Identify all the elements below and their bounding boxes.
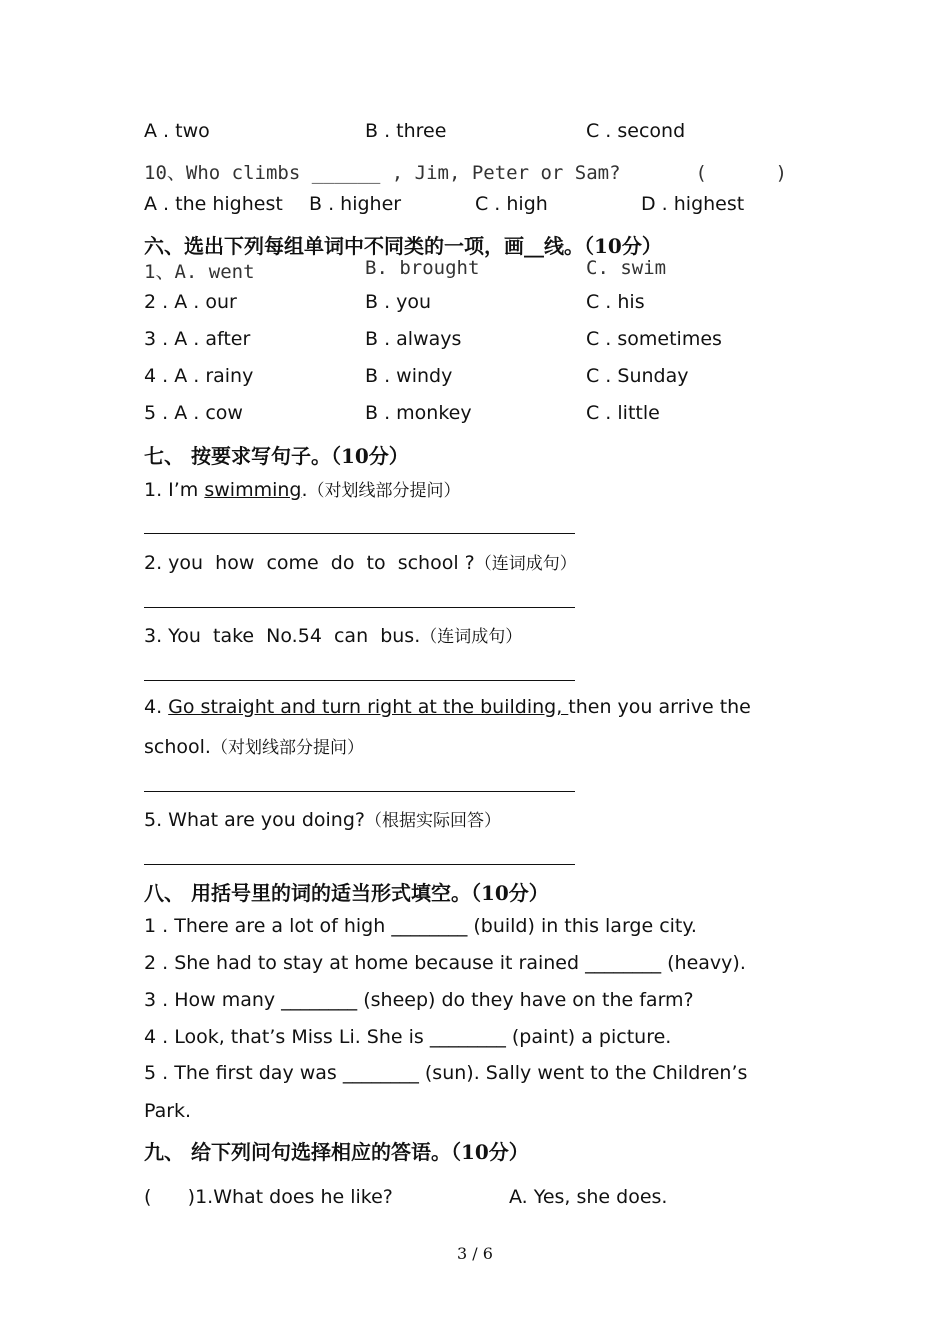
s7-q5 [144,806,501,831]
s7-q4-suffix: then you arrive the [568,696,751,718]
q9-option-c: C . second [586,120,686,142]
s6-row2-c: C . his [586,291,645,313]
s7-q4-underlined: Go straight and turn right at the building, [168,696,569,718]
s8-item-5: 5 . The first day was ________ (sun). Sally went to the Children’s [144,1062,748,1084]
s6-row1-b: B. brought [365,257,480,279]
s7-q4-note: （对划线部分提问） [210,738,364,758]
s6-row5-a: 5 . A . cow [144,402,243,424]
s7-q1-underlined: swimming [204,479,302,501]
s7-q5-text: 5. What are you doing? [144,809,365,831]
s6-row5-c: C . little [586,402,660,424]
q10-options [144,193,744,215]
s7-q3-note: （连词成句） [420,627,523,647]
q10-stem: 10、Who climbs ______ , Jim, Peter or Sam? [144,162,621,184]
s7-q2-note: （连词成句） [474,554,577,574]
s9-q1-option-a: A. Yes, she does. [509,1186,668,1208]
s7-q3-answer-line[interactable] [144,680,575,681]
s6-row1-a: 1、A. went [144,261,255,283]
s7-q1-prefix: 1. I’m [144,479,205,501]
section6-row-3 [144,328,722,350]
page-number: 3 / 6 [457,1244,493,1263]
s7-q1-note: （对划线部分提问） [307,481,461,501]
section6-title: 六、选出下列每组单词中不同类的一项，画__线。（10分） [144,234,662,258]
s7-q5-note: （根据实际回答） [365,811,501,831]
s6-row4-c: C . Sunday [586,365,689,387]
s6-row2-b: B . you [365,291,432,313]
q9-option-a: A . two [144,120,210,142]
section8-title: 八、 用括号里的词的适当形式填空。（10分） [144,881,549,905]
s9-q1-row [144,1186,667,1208]
s8-item-5-continued: Park. [144,1100,192,1122]
s7-q1-suffix: . [301,479,308,501]
q10-answer-bracket: ( ) [695,162,787,184]
s7-q2-answer-line[interactable] [144,607,575,608]
q10-option-c: C . high [475,193,548,215]
s9-q1-question: ( )1.What does he like? [144,1186,393,1208]
s7-q1-answer-line[interactable] [144,533,575,534]
s7-q4-answer-line[interactable] [144,791,575,792]
s8-item-2: 2 . She had to stay at home because it rained ________ (heavy). [144,952,746,974]
q10-option-d: D . highest [641,193,745,215]
section6-row-2 [144,291,645,313]
section6-row-4 [144,365,688,387]
s6-row5-b: B . monkey [365,402,472,424]
s6-row3-c: C . sometimes [586,328,722,350]
s7-q1 [144,476,461,501]
s6-row3-a: 3 . A . after [144,328,251,350]
s6-row4-b: B . windy [365,365,453,387]
s7-q4-line2 [144,733,364,758]
q9-options [144,120,685,142]
s7-q3-text: 3. You take No.54 can bus. [144,625,421,647]
s8-item-1: 1 . There are a lot of high ________ (build) in this large city. [144,915,697,937]
s7-q3 [144,622,522,647]
section6-row-1 [144,257,666,284]
q10-stem-row [144,158,787,185]
s6-row3-b: B . always [365,328,462,350]
s7-q5-answer-line[interactable] [144,864,575,865]
section7-title: 七、 按要求写句子。（10分） [144,444,409,468]
section9-title: 九、 给下列问句选择相应的答语。（10分） [144,1140,529,1164]
q10-option-b: B . higher [309,193,402,215]
s8-item-3: 3 . How many ________ (sheep) do they have on the farm? [144,989,694,1011]
s7-q4 [144,696,751,718]
s8-item-4: 4 . Look, that’s Miss Li. She is ________ (paint) a picture. [144,1026,672,1048]
s6-row4-a: 4 . A . rainy [144,365,254,387]
s6-row2-a: 2 . A . our [144,291,237,313]
s7-q4-line2-text: school. [144,736,211,758]
s7-q2 [144,549,577,574]
q10-option-a: A . the highest [144,193,283,215]
section6-row-5 [144,402,660,424]
s7-q2-text: 2. you how come do to school ? [144,552,475,574]
s7-q4-prefix: 4. [144,696,169,718]
q9-option-b: B . three [365,120,447,142]
s6-row1-c: C. swim [586,257,667,279]
